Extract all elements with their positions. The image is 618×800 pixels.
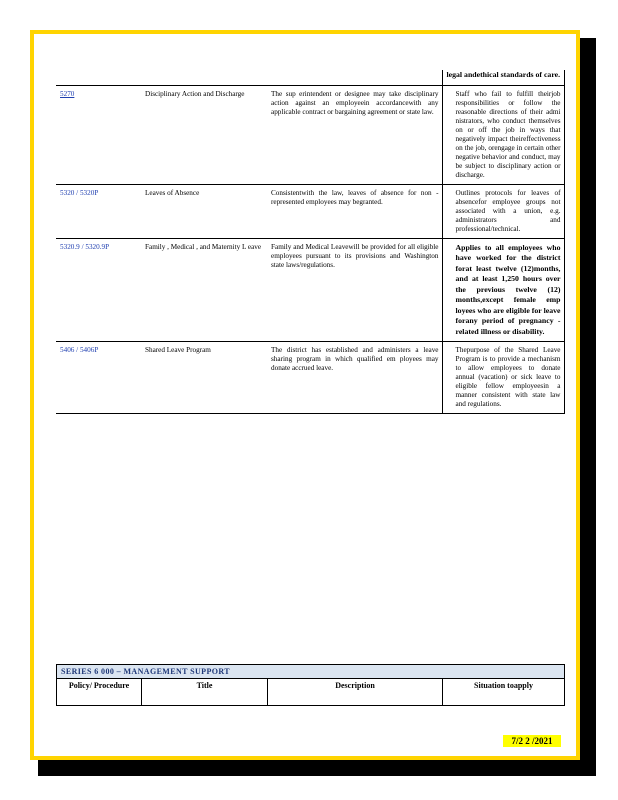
policy-code: 5320.9 / 5320.9P bbox=[60, 242, 110, 251]
table-row bbox=[56, 85, 564, 184]
policy-description-cell bbox=[267, 70, 442, 85]
policy-code-cell bbox=[56, 184, 141, 238]
table-row bbox=[56, 184, 564, 238]
series-title: SERIES 6 000 – MANAGEMENT SUPPORT bbox=[57, 665, 565, 679]
policy-situation-cell bbox=[442, 184, 564, 238]
footer-date: 7/2 2 /2021 bbox=[503, 735, 561, 747]
bullet-icon bbox=[447, 90, 456, 180]
policy-code: 5320 / 5320P bbox=[60, 188, 99, 197]
column-header: Policy/ Procedure bbox=[57, 679, 142, 706]
policy-title-cell bbox=[141, 70, 267, 85]
bullet-icon bbox=[447, 189, 456, 234]
policy-title-cell: Leaves of Absence bbox=[141, 184, 267, 238]
bullet-icon bbox=[447, 346, 456, 409]
policy-title-cell: Shared Leave Program bbox=[141, 342, 267, 414]
policy-title-cell: Disciplinary Action and Discharge bbox=[141, 85, 267, 184]
bullet-icon bbox=[447, 243, 456, 338]
table-row bbox=[56, 342, 564, 414]
table-header-row bbox=[57, 679, 565, 706]
policy-title-cell: Family , Medical , and Maternity L eave bbox=[141, 238, 267, 342]
table-row bbox=[56, 70, 564, 85]
situation-text: Staff who fail to fulfill theirjob responsibilities or follow the reasonable directions of their admi nistrators, who conduct themselves on or off the job in ways that negatively impact theireffectiveness on the job, orengage in certain other negative behavior and conduct, may be subject to disciplinary action or discharge. bbox=[455, 89, 561, 179]
policy-situation-cell bbox=[442, 70, 564, 85]
policy-code-cell bbox=[56, 342, 141, 414]
situation-text: Outlines protocols for leaves of absencefor employee groups not associated with a union, e.g. administrators and professional/technical. bbox=[455, 188, 561, 233]
policy-situation-cell bbox=[442, 85, 564, 184]
policy-code-cell bbox=[56, 85, 141, 184]
policy-code-cell bbox=[56, 238, 141, 342]
column-header: Description bbox=[268, 679, 443, 706]
situation-text: Applies to all employees who have worked for the district forat least twelve (12)months, and at least 1,250 hours over the previous twelve (12) months,except female emp loyees who are eligible for leave forany period of pregnancy - related illness or disability. bbox=[455, 242, 561, 336]
column-header: Title bbox=[142, 679, 268, 706]
situation-text: Thepurpose of the Shared Leave Program is to provide a mechanism to allow employees to donate annual (vacation) or sick leave to eligible fellow employeesin a manner consistent with state law and regulations. bbox=[455, 346, 561, 408]
policy-description-cell: Consistentwith the law, leaves of absence for non - represented employees may begranted. bbox=[267, 184, 442, 238]
policy-code: 5406 / 5406P bbox=[60, 346, 99, 354]
policy-situation-cell bbox=[442, 238, 564, 342]
series-table bbox=[56, 664, 565, 706]
policy-code-cell bbox=[56, 70, 141, 85]
policy-table bbox=[56, 70, 565, 414]
policy-description-cell: Family and Medical Leavewill be provided for all eligible employees pursuant to its provisions and Washington state laws/regulations. bbox=[267, 238, 442, 342]
column-header: Situation toapply bbox=[443, 679, 565, 706]
policy-code-link[interactable]: 5270 bbox=[60, 89, 75, 98]
policy-situation-cell bbox=[442, 342, 564, 414]
policy-description-cell: The district has established and administers a leave sharing program in which qualified em ployees may donate accrued leave. bbox=[267, 342, 442, 414]
series-section bbox=[56, 664, 564, 706]
policy-description-cell: The sup erintendent or designee may take disciplinary action against an employeein accordancewith any applicable contract or bargaining agreement or state law. bbox=[267, 85, 442, 184]
situation-text: legal andethical standards of care. bbox=[446, 70, 561, 79]
table-row bbox=[56, 238, 564, 342]
